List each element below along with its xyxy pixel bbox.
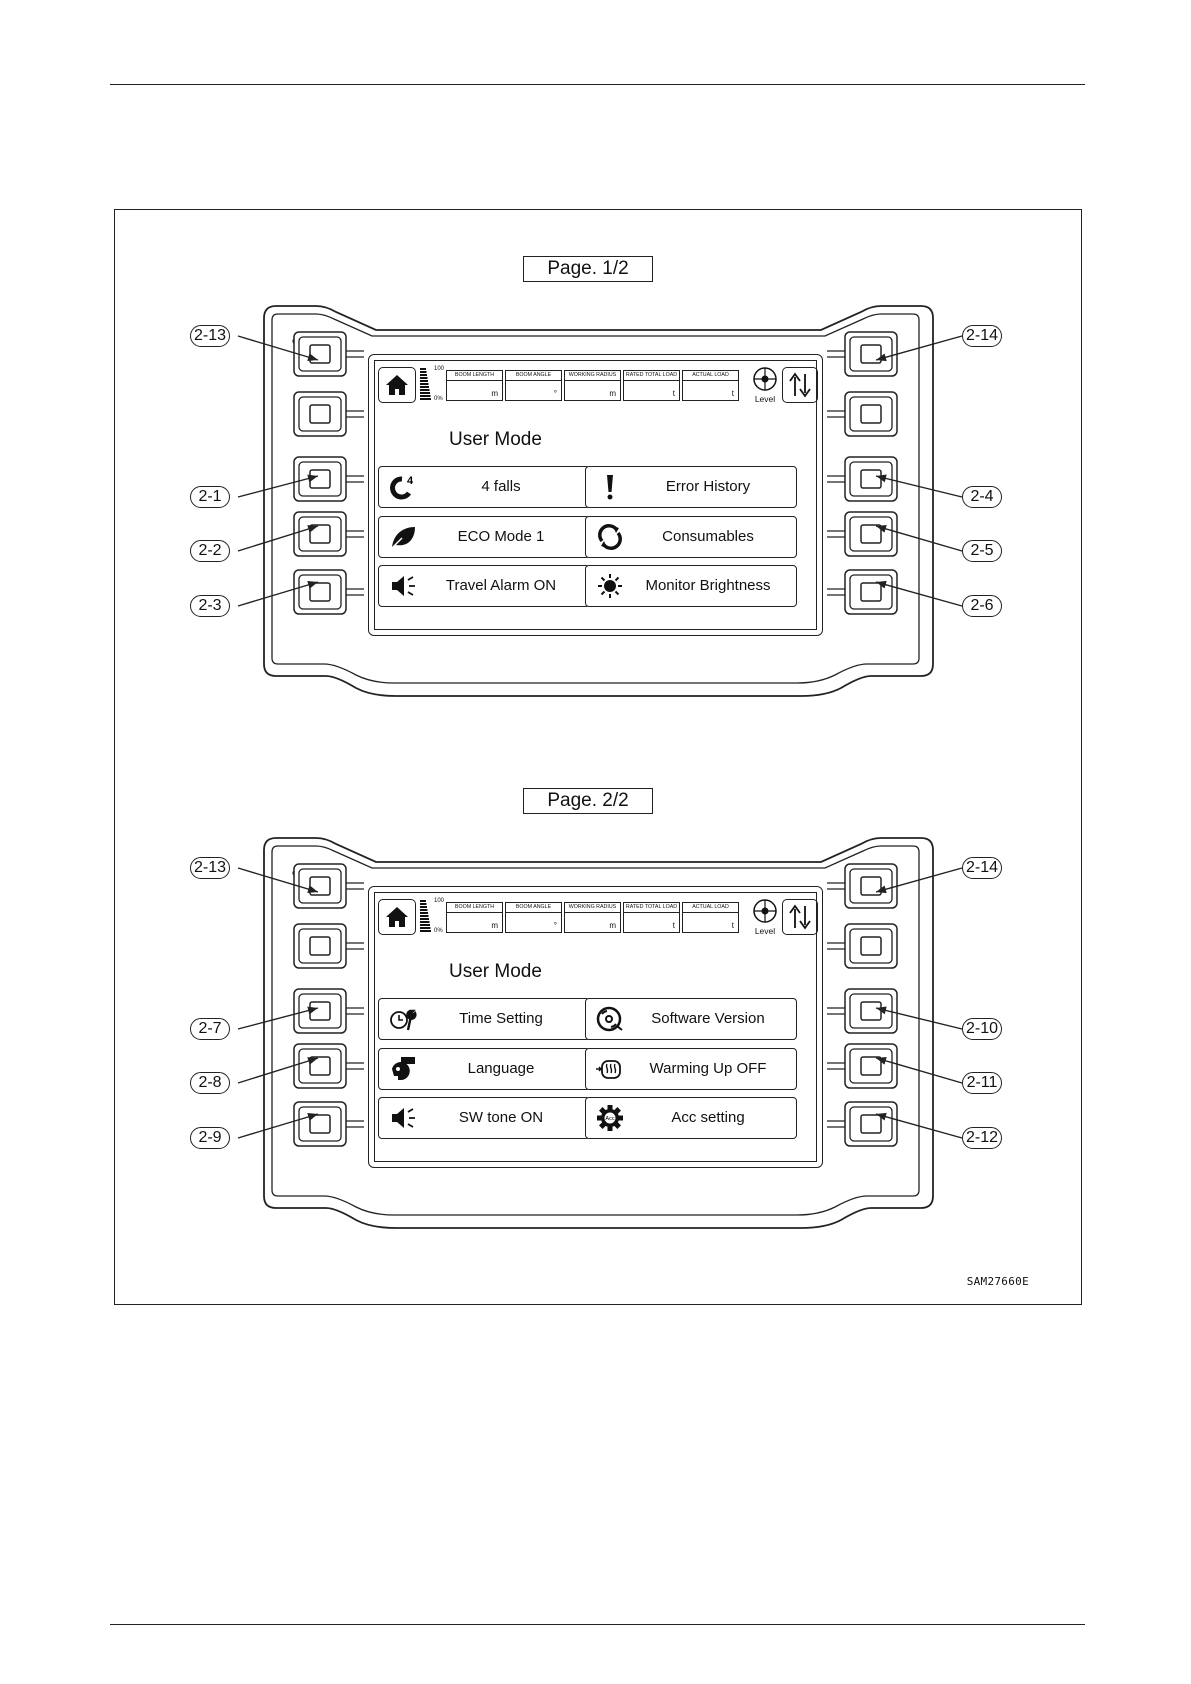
callout-label: 2-1 <box>190 486 230 508</box>
status-cell-title: RATED TOTAL LOAD <box>624 904 679 913</box>
status-cell-unit: m <box>491 921 498 930</box>
status-cell-unit: ° <box>553 921 557 930</box>
menu-button-label: 4 falls <box>481 478 521 495</box>
menu-button-label: Travel Alarm ON <box>445 577 557 594</box>
svg-text:4: 4 <box>407 475 414 487</box>
status-cell-unit: m <box>609 389 616 398</box>
svg-text:Acc: Acc <box>605 1116 615 1122</box>
level-label: Level <box>754 394 776 404</box>
status-cell-title: RATED TOTAL LOAD <box>624 372 679 381</box>
status-cell-unit: t <box>731 921 734 930</box>
menu-button-label: Consumables <box>662 528 754 545</box>
callout-label: 2-14 <box>962 325 1002 347</box>
figure-code: SAM27660E <box>966 1275 1029 1288</box>
menu-button-label: Language <box>467 1060 535 1077</box>
callout-label: 2-9 <box>190 1127 230 1149</box>
callout-label: 2-6 <box>962 595 1002 617</box>
menu-button-label: Software Version <box>651 1010 765 1027</box>
display-panel-1 <box>0 258 1191 712</box>
callout-label: 2-12 <box>962 1127 1002 1149</box>
status-cell-title: BOOM LENGTH <box>447 372 502 381</box>
callout-label: 2-14 <box>962 857 1002 879</box>
menu-button-label: Warming Up OFF <box>649 1060 767 1077</box>
status-cell-title: ACTUAL LOAD <box>683 904 738 913</box>
status-cell-unit: t <box>731 389 734 398</box>
screen-title: User Mode <box>449 961 542 982</box>
meter-min: 0% <box>434 396 443 402</box>
callout-label: 2-11 <box>962 1072 1002 1094</box>
callout-label: 2-5 <box>962 540 1002 562</box>
display-panel-2 <box>0 790 1191 1244</box>
meter-max: 100 <box>434 898 445 904</box>
callout-label: 2-7 <box>190 1018 230 1040</box>
page-label: Page. 2/2 <box>523 788 653 814</box>
status-cell-title: BOOM ANGLE <box>506 904 561 913</box>
menu-button-label: Error History <box>665 478 751 495</box>
status-cell-title: WORKING RADIUS <box>565 372 620 381</box>
callout-label: 2-13 <box>190 325 230 347</box>
header-rule <box>110 84 1085 85</box>
callout-label: 2-13 <box>190 857 230 879</box>
status-cell-unit: m <box>609 921 616 930</box>
page-label: Page. 1/2 <box>523 256 653 282</box>
meter-min: 0% <box>434 928 443 934</box>
callout-label: 2-4 <box>962 486 1002 508</box>
callout-label: 2-8 <box>190 1072 230 1094</box>
callout-label: 2-10 <box>962 1018 1002 1040</box>
meter-max: 100 <box>434 366 445 372</box>
menu-button-label: Monitor Brightness <box>645 577 771 594</box>
status-cell-title: ACTUAL LOAD <box>683 372 738 381</box>
status-cell-unit: m <box>491 389 498 398</box>
menu-button-label: ECO Mode 1 <box>457 528 545 545</box>
menu-button-label: SW tone ON <box>458 1109 544 1126</box>
status-cell-unit: t <box>672 921 675 930</box>
status-cell-unit: ° <box>553 389 557 398</box>
leader-lines <box>0 824 1191 1244</box>
status-cell-title: BOOM ANGLE <box>506 372 561 381</box>
callout-label: 2-3 <box>190 595 230 617</box>
menu-button-label: Time Setting <box>459 1010 543 1027</box>
screen-title: User Mode <box>449 429 542 450</box>
footer-rule <box>110 1624 1085 1625</box>
status-cell-unit: t <box>672 389 675 398</box>
menu-button-label: Acc setting <box>671 1109 745 1126</box>
status-cell-title: BOOM LENGTH <box>447 904 502 913</box>
callout-label: 2-2 <box>190 540 230 562</box>
level-label: Level <box>754 926 776 936</box>
leader-lines <box>0 292 1191 712</box>
status-cell-title: WORKING RADIUS <box>565 904 620 913</box>
